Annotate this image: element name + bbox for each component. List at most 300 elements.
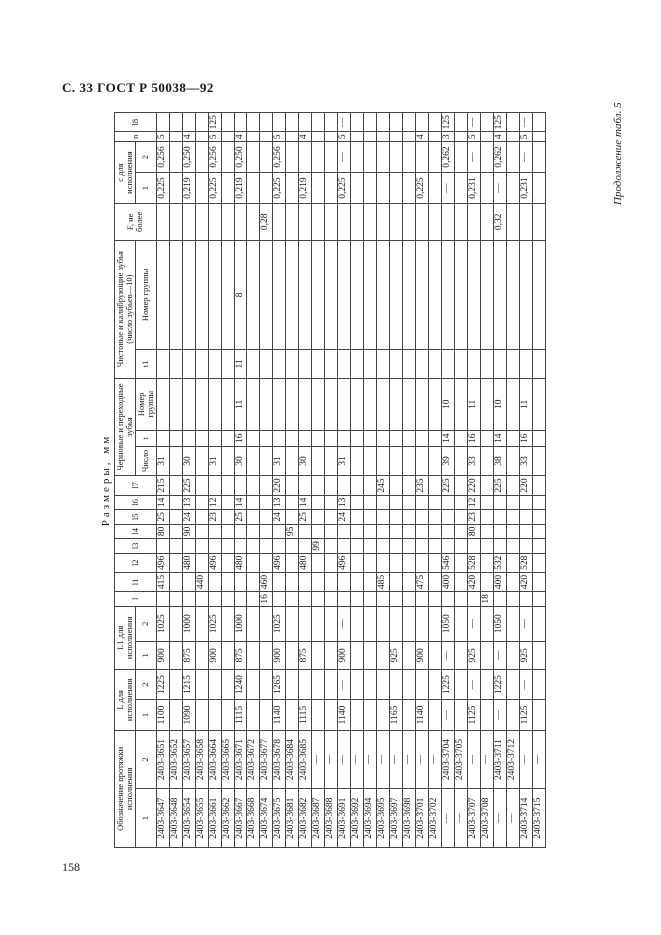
cell-L2: — xyxy=(519,669,532,699)
cell-A1: 900 xyxy=(156,641,169,669)
cell-t xyxy=(377,430,390,446)
cell-l7 xyxy=(260,476,273,495)
cell-l5: 24 xyxy=(182,510,195,525)
cell-F xyxy=(221,204,234,241)
table-row xyxy=(260,113,273,848)
cell-l5 xyxy=(195,510,208,525)
cell-l1 xyxy=(338,572,351,591)
cell-c2: 2403-3657 xyxy=(182,730,195,789)
cell-c1: 2403-3661 xyxy=(208,789,221,848)
table-row xyxy=(519,113,532,848)
cell-l1 xyxy=(208,572,221,591)
cell-l5 xyxy=(364,510,377,525)
cell-g xyxy=(338,378,351,430)
header-col-2: 2 xyxy=(135,730,156,789)
cell-l4 xyxy=(377,524,390,539)
cell-c2: — xyxy=(338,730,351,789)
cell-l2: 496 xyxy=(273,553,286,572)
cell-l6 xyxy=(454,495,467,510)
cell-c2: — xyxy=(532,730,545,789)
cell-c2: — xyxy=(519,730,532,789)
cell-A1: 900 xyxy=(273,641,286,669)
cell-c1: 2403-3692 xyxy=(351,789,364,848)
cell-c2: 2403-3684 xyxy=(286,730,299,789)
cell-A2: 1000 xyxy=(234,606,247,641)
cell-l3 xyxy=(416,539,429,554)
cell-l6: 14 xyxy=(234,495,247,510)
cell-n xyxy=(403,132,416,142)
cell-A2 xyxy=(247,606,260,641)
cell-l4 xyxy=(480,524,493,539)
cell-l3 xyxy=(260,539,273,554)
cell-c2: 2403-3664 xyxy=(208,730,221,789)
cell-t1 xyxy=(454,350,467,379)
cell-l4: 95 xyxy=(286,524,299,539)
cell-l4 xyxy=(221,524,234,539)
cell-c1v xyxy=(480,173,493,204)
cell-g xyxy=(429,378,442,430)
cell-c2: 2403-3651 xyxy=(156,730,169,789)
cell-F xyxy=(273,204,286,241)
cell-A2: — xyxy=(338,606,351,641)
cell-n xyxy=(390,132,403,142)
cell-n xyxy=(377,132,390,142)
cell-g2 xyxy=(286,240,299,349)
cell-A1 xyxy=(221,641,234,669)
cell-g: 11 xyxy=(234,378,247,430)
cell-l8 xyxy=(532,113,545,132)
cell-l1 xyxy=(299,572,312,591)
cell-t: 14 xyxy=(442,430,455,446)
cell-l2 xyxy=(286,553,299,572)
cell-c2v: 0,250 xyxy=(182,142,195,173)
header-finish-teeth: Чистовые и калибрующие зубья (число зубьев—10) xyxy=(115,240,136,378)
cell-c1v xyxy=(377,173,390,204)
cell-c1v: 0,219 xyxy=(299,173,312,204)
cell-l6 xyxy=(364,495,377,510)
cell-c2v: — xyxy=(519,142,532,173)
cell-L1: 1100 xyxy=(156,700,169,730)
cell-l5 xyxy=(351,510,364,525)
cell-l4 xyxy=(416,524,429,539)
cell-A1: — xyxy=(493,641,506,669)
cell-l xyxy=(442,592,455,607)
cell-l5: 25 xyxy=(234,510,247,525)
header-c: c для исполнения xyxy=(115,142,136,204)
cell-L1 xyxy=(247,700,260,730)
cell-t: 16 xyxy=(519,430,532,446)
cell-n xyxy=(247,132,260,142)
cell-c1v xyxy=(325,173,338,204)
table-row xyxy=(169,113,182,848)
cell-c2: 2403-3672 xyxy=(247,730,260,789)
cell-g xyxy=(208,378,221,430)
cell-c1: 2403-3701 xyxy=(416,789,429,848)
cell-A1 xyxy=(312,641,325,669)
cell-l4 xyxy=(325,524,338,539)
cell-A1 xyxy=(454,641,467,669)
cell-l4 xyxy=(195,524,208,539)
cell-c2v xyxy=(195,142,208,173)
header-rough-t: t xyxy=(135,430,156,446)
cell-l7 xyxy=(351,476,364,495)
cell-l6 xyxy=(169,495,182,510)
cell-g xyxy=(299,378,312,430)
cell-L2 xyxy=(208,669,221,699)
cell-l5 xyxy=(493,510,506,525)
cell-l1 xyxy=(247,572,260,591)
cell-l4 xyxy=(169,524,182,539)
cell-t1 xyxy=(377,350,390,379)
cell-t1 xyxy=(467,350,480,379)
cell-c1: — xyxy=(442,789,455,848)
table-row xyxy=(429,113,442,848)
cell-l1 xyxy=(364,572,377,591)
cell-t1: 11 xyxy=(234,350,247,379)
cell-l3 xyxy=(156,539,169,554)
cell-l3 xyxy=(247,539,260,554)
cell-c2v xyxy=(506,142,519,173)
cell-num: 31 xyxy=(156,446,169,476)
table-row xyxy=(403,113,416,848)
cell-l5: 24 xyxy=(338,510,351,525)
cell-L2 xyxy=(532,669,545,699)
cell-l8 xyxy=(195,113,208,132)
rotated-table-container xyxy=(98,112,638,848)
cell-g xyxy=(506,378,519,430)
cell-l1: 460 xyxy=(260,572,273,591)
cell-l6 xyxy=(351,495,364,510)
cell-A2 xyxy=(299,606,312,641)
cell-t1 xyxy=(390,350,403,379)
table-row xyxy=(286,113,299,848)
cell-l5 xyxy=(286,510,299,525)
cell-g: 11 xyxy=(519,378,532,430)
cell-l4: 80 xyxy=(156,524,169,539)
cell-c1v xyxy=(403,173,416,204)
cell-g2: 8 xyxy=(234,240,247,349)
cell-A1 xyxy=(247,641,260,669)
cell-l1: 420 xyxy=(519,572,532,591)
cell-L2 xyxy=(364,669,377,699)
cell-t1 xyxy=(273,350,286,379)
cell-t xyxy=(351,430,364,446)
cell-c1v: 0,225 xyxy=(208,173,221,204)
cell-l1 xyxy=(351,572,364,591)
cell-l xyxy=(506,592,519,607)
cell-g2 xyxy=(195,240,208,349)
cell-t1 xyxy=(403,350,416,379)
cell-L1: 1125 xyxy=(467,700,480,730)
cell-l xyxy=(351,592,364,607)
cell-l4 xyxy=(429,524,442,539)
cell-g xyxy=(325,378,338,430)
cell-l7: 220 xyxy=(467,476,480,495)
cell-l8 xyxy=(454,113,467,132)
cell-L1 xyxy=(260,700,273,730)
cell-num xyxy=(532,446,545,476)
cell-l7 xyxy=(247,476,260,495)
cell-l5 xyxy=(403,510,416,525)
cell-g xyxy=(169,378,182,430)
cell-l3 xyxy=(182,539,195,554)
cell-A1: 900 xyxy=(208,641,221,669)
cell-L2 xyxy=(506,669,519,699)
cell-num xyxy=(364,446,377,476)
cell-l8 xyxy=(299,113,312,132)
cell-A2 xyxy=(325,606,338,641)
table-row xyxy=(325,113,338,848)
cell-l5 xyxy=(221,510,234,525)
cell-A2 xyxy=(480,606,493,641)
cell-g2 xyxy=(247,240,260,349)
cell-l7: 220 xyxy=(273,476,286,495)
cell-A1 xyxy=(403,641,416,669)
cell-c2: — xyxy=(390,730,403,789)
cell-l4 xyxy=(260,524,273,539)
cell-l3 xyxy=(221,539,234,554)
cell-c2v: 0,250 xyxy=(234,142,247,173)
cell-l1: 475 xyxy=(416,572,429,591)
cell-l xyxy=(454,592,467,607)
cell-t1 xyxy=(156,350,169,379)
cell-num xyxy=(169,446,182,476)
cell-l2: 496 xyxy=(338,553,351,572)
cell-t1 xyxy=(532,350,545,379)
cell-l8: 125 xyxy=(442,113,455,132)
cell-l6 xyxy=(429,495,442,510)
cell-c2v xyxy=(532,142,545,173)
cell-c1: 2403-3682 xyxy=(299,789,312,848)
cell-l1: 485 xyxy=(377,572,390,591)
table-row xyxy=(493,113,506,848)
cell-l8 xyxy=(156,113,169,132)
cell-c1v: — xyxy=(442,173,455,204)
cell-l3 xyxy=(390,539,403,554)
cell-g xyxy=(195,378,208,430)
cell-n: 4 xyxy=(299,132,312,142)
cell-t1 xyxy=(351,350,364,379)
cell-l7: 225 xyxy=(493,476,506,495)
cell-c2: — xyxy=(364,730,377,789)
cell-l xyxy=(364,592,377,607)
cell-F xyxy=(467,204,480,241)
cell-L1: 1165 xyxy=(390,700,403,730)
cell-A1 xyxy=(195,641,208,669)
cell-F xyxy=(442,204,455,241)
cell-l6 xyxy=(519,495,532,510)
cell-l2: 496 xyxy=(208,553,221,572)
table-row xyxy=(467,113,480,848)
cell-c2v xyxy=(312,142,325,173)
cell-A1: 900 xyxy=(416,641,429,669)
cell-L2 xyxy=(377,669,390,699)
cell-F xyxy=(299,204,312,241)
cell-L1 xyxy=(429,700,442,730)
header-l2: l2 xyxy=(115,553,157,572)
cell-L2 xyxy=(416,669,429,699)
cell-n xyxy=(286,132,299,142)
cell-g xyxy=(286,378,299,430)
cell-l xyxy=(493,592,506,607)
cell-l1 xyxy=(480,572,493,591)
cell-l3 xyxy=(506,539,519,554)
header-L1: L1 для исполнения xyxy=(115,606,136,669)
cell-l2 xyxy=(532,553,545,572)
cell-t: 14 xyxy=(493,430,506,446)
table-row xyxy=(221,113,234,848)
cell-l6 xyxy=(442,495,455,510)
cell-t1 xyxy=(416,350,429,379)
cell-t xyxy=(312,430,325,446)
cell-n xyxy=(260,132,273,142)
cell-l4 xyxy=(338,524,351,539)
cell-L2: 1265 xyxy=(273,669,286,699)
cell-l xyxy=(156,592,169,607)
cell-l7 xyxy=(195,476,208,495)
cell-l2 xyxy=(416,553,429,572)
cell-c2: 2403-3712 xyxy=(506,730,519,789)
cell-c2v xyxy=(286,142,299,173)
cell-num xyxy=(312,446,325,476)
cell-n xyxy=(429,132,442,142)
header-l6: l6 xyxy=(115,495,157,510)
cell-c2: 2403-3685 xyxy=(299,730,312,789)
cell-g xyxy=(273,378,286,430)
cell-L1 xyxy=(286,700,299,730)
cell-g xyxy=(416,378,429,430)
cell-L2: — xyxy=(467,669,480,699)
cell-l3 xyxy=(467,539,480,554)
cell-l3 xyxy=(442,539,455,554)
page-header: С. 33 ГОСТ Р 50038—92 xyxy=(62,80,214,95)
cell-g xyxy=(351,378,364,430)
cell-l xyxy=(247,592,260,607)
cell-l4 xyxy=(273,524,286,539)
cell-c2v xyxy=(221,142,234,173)
cell-F xyxy=(377,204,390,241)
cell-l8: — xyxy=(519,113,532,132)
cell-t1 xyxy=(286,350,299,379)
cell-l5 xyxy=(169,510,182,525)
cell-l xyxy=(299,592,312,607)
header-l7: l7 xyxy=(115,476,157,495)
cell-n: 4 xyxy=(182,132,195,142)
cell-n xyxy=(351,132,364,142)
cell-c1v xyxy=(454,173,467,204)
cell-L1 xyxy=(325,700,338,730)
cell-l3 xyxy=(364,539,377,554)
cell-l5: 25 xyxy=(156,510,169,525)
cell-c2: — xyxy=(403,730,416,789)
header-L1-col-1: 1 xyxy=(135,641,156,669)
cell-num xyxy=(480,446,493,476)
cell-L1: 1115 xyxy=(299,700,312,730)
cell-l5 xyxy=(260,510,273,525)
cell-l5: 24 xyxy=(273,510,286,525)
cell-A1: 925 xyxy=(467,641,480,669)
dimensions-table xyxy=(114,112,546,848)
cell-l7 xyxy=(532,476,545,495)
cell-L1: 1125 xyxy=(519,700,532,730)
cell-A2 xyxy=(532,606,545,641)
cell-l2 xyxy=(480,553,493,572)
cell-A2 xyxy=(429,606,442,641)
cell-l3 xyxy=(273,539,286,554)
table-row xyxy=(390,113,403,848)
cell-l6 xyxy=(195,495,208,510)
header-l: l xyxy=(115,592,157,607)
cell-l1: 420 xyxy=(467,572,480,591)
cell-l8 xyxy=(169,113,182,132)
cell-F xyxy=(312,204,325,241)
cell-A2: — xyxy=(467,606,480,641)
cell-A2 xyxy=(377,606,390,641)
cell-l6 xyxy=(247,495,260,510)
cell-L2: 1225 xyxy=(442,669,455,699)
cell-l6: 13 xyxy=(182,495,195,510)
cell-c1v: 0,231 xyxy=(519,173,532,204)
cell-L1 xyxy=(506,700,519,730)
cell-l2: 528 xyxy=(467,553,480,572)
cell-l2 xyxy=(169,553,182,572)
cell-L2 xyxy=(429,669,442,699)
cell-F xyxy=(519,204,532,241)
cell-F xyxy=(403,204,416,241)
header-L-col-1: 1 xyxy=(135,700,156,730)
cell-F xyxy=(195,204,208,241)
cell-l2: 496 xyxy=(156,553,169,572)
cell-l2: 480 xyxy=(299,553,312,572)
cell-A2 xyxy=(351,606,364,641)
cell-c1: 2403-3707 xyxy=(467,789,480,848)
cell-t xyxy=(532,430,545,446)
dims-caption: Размеры, мм xyxy=(100,433,112,527)
cell-l4 xyxy=(312,524,325,539)
table-row xyxy=(416,113,429,848)
cell-A1 xyxy=(506,641,519,669)
cell-L2 xyxy=(260,669,273,699)
cell-t xyxy=(325,430,338,446)
table-row xyxy=(351,113,364,848)
cell-g2 xyxy=(182,240,195,349)
cell-num xyxy=(377,446,390,476)
cell-l7 xyxy=(454,476,467,495)
cell-l5 xyxy=(377,510,390,525)
cell-l1 xyxy=(506,572,519,591)
cell-l6 xyxy=(532,495,545,510)
cell-g2 xyxy=(377,240,390,349)
cell-l xyxy=(208,592,221,607)
cell-F xyxy=(169,204,182,241)
cell-l4 xyxy=(299,524,312,539)
cell-g xyxy=(364,378,377,430)
cell-g2 xyxy=(208,240,221,349)
cell-l8: 125 xyxy=(493,113,506,132)
cell-l1 xyxy=(532,572,545,591)
cell-t: 16 xyxy=(234,430,247,446)
cell-A1 xyxy=(429,641,442,669)
cell-t xyxy=(273,430,286,446)
cell-c2v xyxy=(480,142,493,173)
cell-A2 xyxy=(260,606,273,641)
cell-num xyxy=(260,446,273,476)
cell-l1 xyxy=(429,572,442,591)
cell-l8: 125 xyxy=(208,113,221,132)
cell-l8 xyxy=(506,113,519,132)
cell-l2 xyxy=(221,553,234,572)
cell-num: 30 xyxy=(182,446,195,476)
